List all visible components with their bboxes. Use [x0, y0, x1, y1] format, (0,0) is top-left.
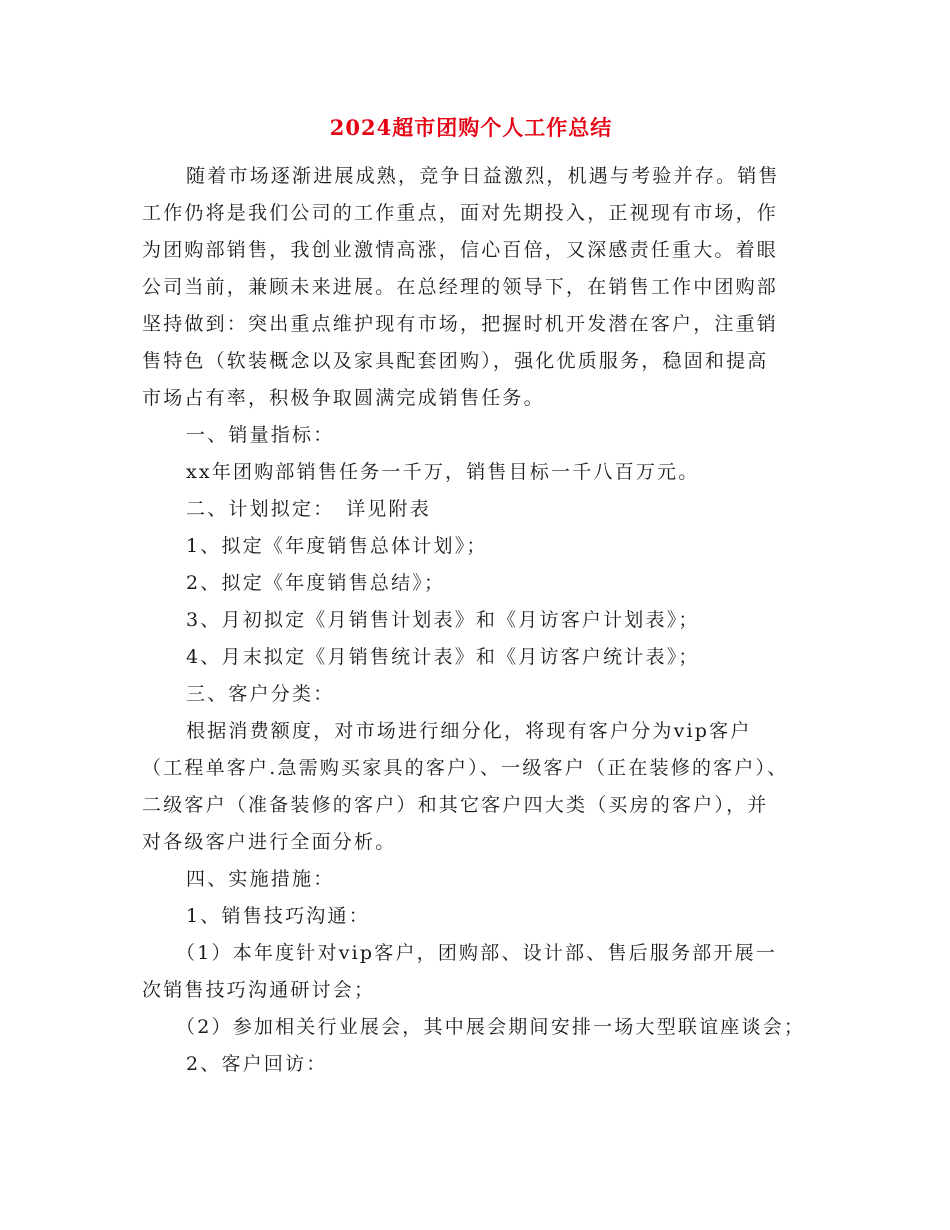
sales-target-text: xx年团购部销售任务一千万，销售目标一千八百万元。	[186, 461, 700, 483]
plan-item: 1、拟定《年度销售总体计划》；	[186, 535, 488, 557]
plan-item: 3、月初拟定《月销售计划表》和《月访客户计划表》；	[186, 609, 700, 631]
text-line: 随着市场逐渐进展成熟，竞争日益激烈，机遇与考验并存。销售	[186, 165, 780, 187]
document-title: 2024超市团购个人工作总结	[329, 115, 613, 140]
text-line: 售特色（软装概念以及家具配套团购），强化优质服务，稳固和提高	[142, 350, 769, 372]
text-line: 次销售技巧沟通研讨会；	[142, 979, 376, 1001]
text-line: 坚持做到：突出重点维护现有市场，把握时机开发潜在客户，注重销	[142, 313, 779, 335]
section-heading-measures: 四、实施措施：	[186, 868, 335, 890]
text-line: 对各级客户进行全面分析。	[142, 831, 397, 853]
customer-classification-paragraph	[142, 713, 800, 861]
text-line: 市场占有率，积极争取圆满完成销售任务。	[142, 387, 545, 409]
plan-item: 2、拟定《年度销售总结》；	[186, 572, 446, 594]
text-line: 根据消费额度，对市场进行细分化，将现有客户分为vip客户	[186, 720, 752, 742]
measure-item: （2）参加相关行业展会，其中展会期间安排一场大型联谊座谈会；	[176, 1016, 806, 1038]
text-line: 二级客户（准备装修的客户）和其它客户四大类（买房的客户），并	[142, 794, 769, 816]
section-heading-customer-classification: 三、客户分类：	[186, 683, 335, 705]
text-line: （工程单客户.急需购买家具的客户）、一级客户（正在装修的客户）、	[142, 757, 789, 779]
document-body	[142, 158, 806, 1083]
text-line: 公司当前，兼顾未来进展。在总经理的领导下，在销售工作中团购部	[142, 276, 779, 298]
plan-item: 4、月末拟定《月销售统计表》和《月访客户统计表》；	[186, 646, 700, 668]
measure-item	[142, 935, 800, 1009]
section-heading-sales-target: 一、销量指标：	[186, 424, 335, 446]
measure-heading-customer-visit: 2、客户回访：	[186, 1053, 328, 1075]
measure-heading-sales-skills: 1、销售技巧沟通：	[186, 905, 370, 927]
text-line: （1）本年度针对vip客户，团购部、设计部、售后服务部开展一	[176, 942, 778, 964]
text-line: 为团购部销售，我创业激情高涨，信心百倍，又深感责任重大。着眼	[142, 239, 779, 261]
intro-paragraph	[142, 158, 800, 417]
section-heading-plan: 二、计划拟定： 详见附表	[186, 498, 431, 520]
text-line: 工作仍将是我们公司的工作重点，面对先期投入，正视现有市场，作	[142, 202, 779, 224]
